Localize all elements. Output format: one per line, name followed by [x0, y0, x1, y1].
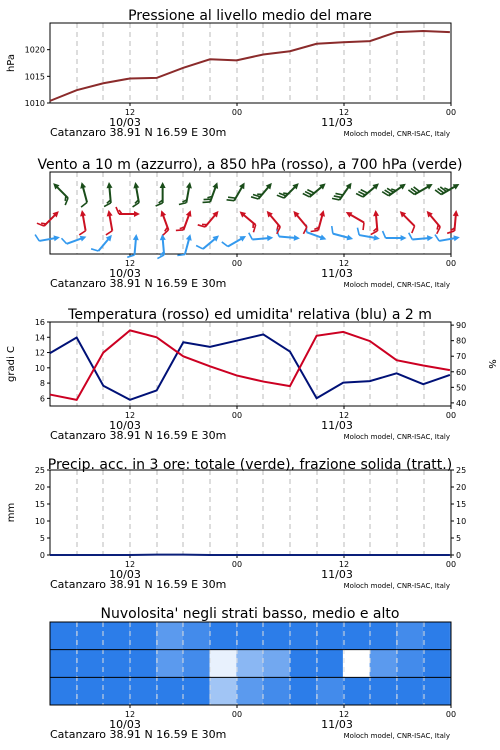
cloud-cell [50, 677, 76, 705]
x-tick-label: 12 [124, 108, 136, 117]
y-tick-label: 0 [39, 551, 45, 560]
wind-barb-10m [409, 233, 434, 241]
barb-head [294, 235, 300, 241]
cloud-cell [76, 622, 103, 650]
cloud-cell [263, 650, 290, 678]
wind-barb-700hpa [356, 183, 379, 196]
humidity-line [50, 334, 450, 399]
cloud-cell [183, 622, 210, 650]
cloud-cell [290, 622, 317, 650]
barb-head [160, 182, 166, 188]
y-axis-label: gradi C [6, 346, 17, 382]
wind-barb-850hpa [293, 211, 306, 234]
barb-feather [222, 242, 228, 247]
cloud-cell [130, 650, 157, 678]
wind-barb-10m [35, 235, 60, 242]
barb-head [80, 210, 86, 216]
location-line: Catanzaro 38.91 N 16.59 E 30m [50, 277, 227, 290]
x-tick-label: 12 [124, 411, 136, 420]
wind-barb-700hpa [332, 183, 351, 200]
wind-barb-10m [435, 235, 460, 242]
wind-barb-700hpa [133, 182, 140, 207]
y-tick-label-right: 60 [456, 367, 467, 377]
y-tick-label: 14 [34, 333, 45, 343]
pressure-line [50, 31, 450, 101]
wind-barb-700hpa [435, 184, 459, 195]
cloud-cell [50, 650, 76, 678]
wind-barb-10m [249, 233, 274, 241]
x-tick-label: 12 [338, 710, 350, 719]
y-tick-label-right: 25 [456, 466, 467, 475]
wind-barb-850hpa [198, 211, 219, 227]
cloud-cell [130, 677, 157, 705]
chart-title: Pressione al livello medio del mare [128, 8, 372, 24]
barb-feather [177, 254, 185, 255]
y-tick-label-right: 50 [456, 383, 467, 393]
cloud-cell [423, 677, 450, 705]
x-tick-label: 00 [445, 710, 457, 719]
barb-feather [106, 231, 112, 235]
cloud-cell [103, 622, 130, 650]
barb-head [133, 234, 139, 240]
barb-feather [277, 195, 284, 198]
barb-head [107, 182, 113, 188]
cloud-cell [263, 622, 290, 650]
barb-feather [91, 249, 98, 251]
barb-feather [196, 245, 203, 248]
date-label: 11/03 [321, 568, 353, 581]
cloud-cell [370, 650, 397, 678]
cloud-cell [76, 677, 103, 705]
barb-feather [335, 193, 342, 195]
cloud-cell [290, 650, 317, 678]
barb-head [373, 210, 379, 216]
wind-barb-700hpa [251, 183, 272, 199]
y-tick-label: 12 [34, 348, 45, 358]
location-line: Catanzaro 38.91 N 16.59 E 30m [50, 728, 227, 741]
model-credit: Moloch model, CNR-ISAC, Italy [343, 130, 450, 138]
wind-panel [35, 172, 460, 290]
wind-barb-10m [277, 229, 300, 241]
cloud-cell [316, 677, 343, 705]
barb-head [107, 210, 113, 216]
wind-barb-850hpa [37, 211, 59, 226]
x-tick-label: 00 [231, 259, 243, 268]
wind-barb-700hpa [80, 182, 87, 207]
cloud-cell [183, 650, 210, 678]
x-tick-label: 00 [231, 411, 243, 420]
cloud-cell [210, 622, 237, 650]
y-tick-label-right: 15 [456, 500, 467, 509]
wind-barb-10m [61, 236, 86, 244]
wind-barb-10m [383, 231, 407, 241]
barb-feather [41, 223, 46, 224]
wind-barb-850hpa [447, 210, 459, 233]
barb-feather [81, 202, 87, 207]
cloud-cell [76, 650, 103, 678]
y-tick-label: 1015 [24, 72, 45, 82]
x-tick-label: 00 [231, 560, 243, 569]
cloud-cell [370, 622, 397, 650]
x-tick-label: 00 [445, 411, 457, 420]
wind-barb-10m [177, 234, 191, 255]
wind-barb-700hpa [382, 184, 406, 196]
chart-title: Precip. acc. in 3 ore: totale (verde), frazione solida (tratt.) [47, 457, 453, 473]
x-tick-label: 12 [338, 560, 350, 569]
wind-barb-700hpa [179, 182, 192, 204]
y-tick-label: 10 [34, 363, 45, 373]
barb-feather [249, 233, 253, 240]
barb-feather [334, 196, 341, 198]
y-tick-label-right: 40 [456, 398, 467, 408]
barb-feather [391, 189, 396, 191]
wind-barb-850hpa [161, 210, 169, 235]
wind-barb-10m [306, 225, 326, 241]
date-label: 11/03 [321, 267, 353, 280]
pressure-panel [6, 23, 456, 139]
y-tick-label-right: 10 [456, 517, 467, 526]
wind-barb-700hpa [408, 184, 432, 195]
barb-feather [332, 226, 333, 234]
location-line: Catanzaro 38.91 N 16.59 E 30m [50, 429, 227, 442]
wind-barb-850hpa [116, 207, 140, 217]
x-tick-label: 12 [124, 560, 136, 569]
cloud-cell [183, 677, 210, 705]
barb-head [401, 235, 407, 241]
barb-feather [332, 198, 339, 200]
wind-barb-10m [196, 235, 219, 248]
barb-feather [79, 231, 85, 235]
y-tick-label-right: 70 [456, 352, 467, 362]
cloud-cell [423, 650, 450, 678]
barb-feather [35, 235, 39, 241]
date-label: 10/03 [109, 116, 141, 129]
model-credit: Moloch model, CNR-ISAC, Italy [343, 582, 450, 590]
barb-head [267, 235, 273, 241]
barb-feather [277, 225, 278, 230]
cloud-cell [156, 650, 183, 678]
cloud-cell [210, 677, 237, 705]
date-label: 11/03 [321, 718, 353, 731]
cloud-cell [103, 650, 130, 678]
y-tick-label-right: 5 [456, 534, 462, 543]
y-axis-label: mm [6, 502, 17, 523]
cloud-cell [236, 677, 263, 705]
wind-barb-850hpa [427, 211, 440, 234]
barb-head [186, 234, 192, 241]
wind-barb-850hpa [267, 211, 280, 234]
wind-barb-700hpa [104, 182, 112, 207]
x-tick-label: 12 [338, 411, 350, 420]
barb-feather [447, 231, 454, 233]
y-tick-label-right: 0 [456, 551, 462, 560]
temperature-humidity-panel [6, 318, 497, 442]
cloud-cell [103, 677, 130, 705]
date-label: 11/03 [321, 419, 353, 432]
cloud-cell [263, 677, 290, 705]
x-tick-label: 12 [124, 710, 136, 719]
y-tick-label: 15 [34, 500, 45, 509]
x-tick-label: 12 [338, 108, 350, 117]
wind-barb-850hpa [240, 211, 256, 232]
cloud-cell [343, 622, 370, 650]
barb-feather [437, 225, 438, 230]
barb-head [373, 235, 379, 241]
wind-barb-700hpa [227, 183, 245, 201]
barb-feather [61, 238, 66, 244]
cloud-cell [396, 650, 423, 678]
y-tick-label-right: 20 [456, 483, 467, 492]
cloud-cell [290, 677, 317, 705]
wind-barb-700hpa [53, 183, 68, 205]
barb-feather [283, 193, 288, 194]
wind-barb-850hpa [311, 210, 325, 231]
y-tick-label: 1020 [24, 45, 45, 55]
date-label: 10/03 [109, 267, 141, 280]
barb-feather [227, 200, 235, 201]
cloud-cell [343, 650, 370, 678]
plot-frame [50, 470, 451, 555]
barb-head [453, 235, 459, 241]
model-credit: Moloch model, CNR-ISAC, Italy [343, 433, 450, 441]
barb-head [427, 235, 433, 241]
barb-feather [409, 233, 413, 240]
y-tick-label-right: 90 [456, 321, 467, 331]
wind-barb-700hpa [303, 183, 326, 196]
barb-feather [127, 255, 134, 257]
y-tick-label: 1010 [24, 99, 45, 108]
barb-head [134, 211, 140, 217]
wind-barb-10m [157, 234, 165, 259]
y-axis-label-right: % [486, 359, 497, 369]
cloud-cell [396, 622, 423, 650]
wind-barb-850hpa [400, 211, 415, 233]
barb-head [80, 182, 86, 189]
barb-feather [311, 230, 319, 231]
cloud-cell [343, 677, 370, 705]
cloud-cell [130, 622, 157, 650]
wind-barb-850hpa [176, 210, 192, 230]
y-tick-label: 20 [34, 483, 45, 492]
date-label: 10/03 [109, 718, 141, 731]
x-tick-label: 00 [445, 560, 457, 569]
y-tick-label: 16 [34, 318, 45, 327]
cloud-cell [210, 650, 237, 678]
barb-head [347, 235, 354, 241]
y-tick-label: 6 [39, 394, 45, 404]
cloud-cell [236, 622, 263, 650]
barb-feather [357, 228, 359, 235]
plot-frame [50, 322, 451, 406]
date-label: 10/03 [109, 419, 141, 432]
y-tick-label: 25 [34, 466, 45, 475]
cloud-cell [50, 622, 76, 650]
wind-barb-850hpa [346, 212, 364, 230]
barb-head [133, 182, 139, 188]
barb-feather [363, 223, 364, 231]
location-line: Catanzaro 38.91 N 16.59 E 30m [50, 578, 227, 591]
y-tick-label: 5 [39, 534, 45, 543]
x-tick-label: 00 [445, 108, 457, 117]
x-tick-label: 12 [338, 259, 350, 268]
barb-head [319, 210, 325, 217]
barb-feather [383, 231, 386, 238]
cloud-cell [423, 622, 450, 650]
y-tick-label: 10 [34, 517, 45, 526]
wind-barb-10m [332, 226, 353, 240]
cloud-panel [50, 622, 456, 741]
cloud-cell [370, 677, 397, 705]
barb-feather [65, 196, 66, 201]
x-tick-label: 00 [231, 710, 243, 719]
model-credit: Moloch model, CNR-ISAC, Italy [343, 281, 450, 289]
barb-head [453, 210, 459, 216]
barb-head [54, 235, 60, 241]
wind-barb-850hpa [79, 210, 86, 235]
chart-title: Vento a 10 m (azzurro), a 850 hPa (rosso), a 700 hPa (verde) [37, 157, 463, 173]
cloud-cell [156, 622, 183, 650]
y-tick-label: 8 [39, 379, 45, 389]
cloud-cell [316, 650, 343, 678]
barb-feather [228, 197, 236, 198]
x-tick-label: 12 [124, 259, 136, 268]
date-label: 10/03 [109, 568, 141, 581]
cloud-cell [316, 622, 343, 650]
x-tick-label: 00 [231, 108, 243, 117]
model-credit: Moloch model, CNR-ISAC, Italy [343, 732, 450, 740]
wind-barb-10m [91, 235, 112, 251]
barb-feather [435, 235, 439, 241]
chart-title: Temperatura (rosso) ed umidita' relativa (blu) a 2 m [68, 307, 432, 323]
wind-barb-700hpa [277, 183, 299, 198]
barb-feather [412, 226, 415, 233]
x-tick-label: 00 [445, 259, 457, 268]
y-tick-label-right: 80 [456, 336, 467, 346]
chart-title: Nuvolosita' negli strati basso, medio e alto [100, 606, 400, 622]
wind-barb-850hpa [371, 210, 379, 235]
location-line: Catanzaro 38.91 N 16.59 E 30m [50, 126, 227, 139]
wind-barb-10m [222, 236, 246, 247]
barb-feather [251, 197, 258, 199]
precipitation-panel [6, 466, 466, 591]
date-label: 11/03 [321, 116, 353, 129]
cloud-cell [156, 677, 183, 705]
y-axis-label: hPa [6, 53, 17, 73]
barb-head [186, 182, 192, 188]
barb-feather [179, 203, 186, 205]
wind-barb-850hpa [106, 210, 113, 235]
cloud-cell [396, 677, 423, 705]
cloud-cell [236, 650, 263, 678]
